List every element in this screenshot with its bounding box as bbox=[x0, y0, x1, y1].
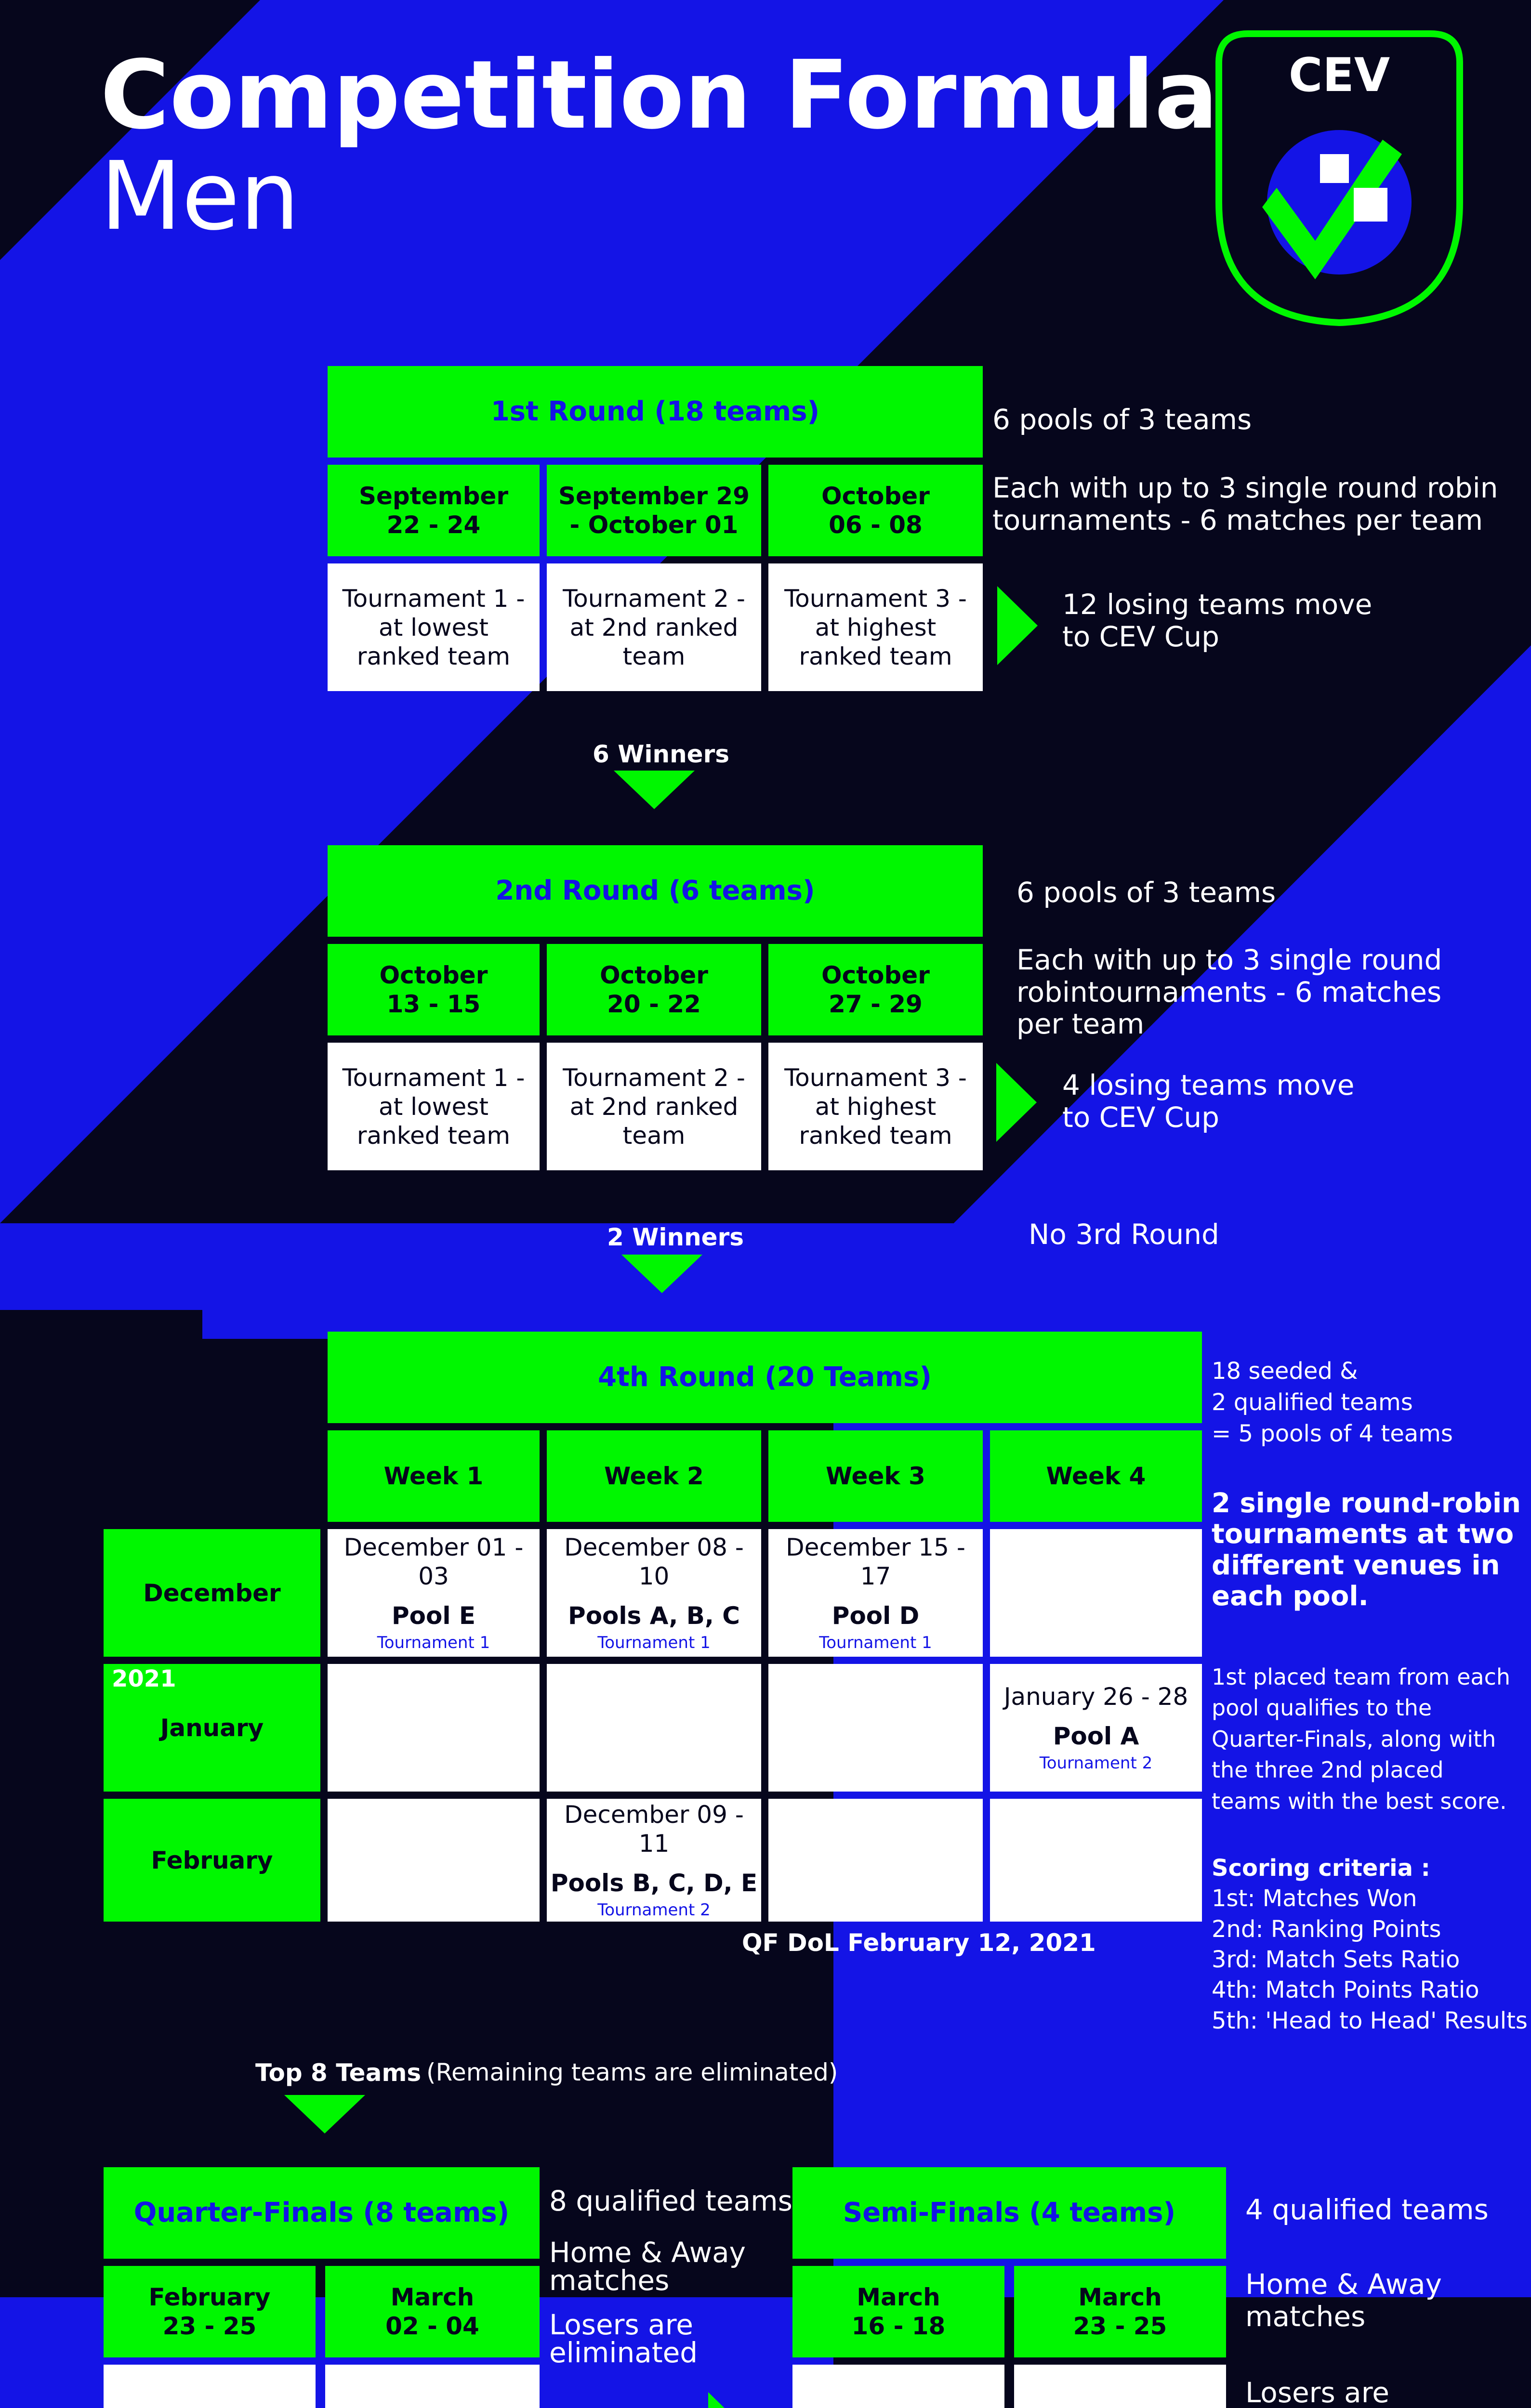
scoring-item: 1st: Matches Won bbox=[1212, 1885, 1417, 1912]
round4-cell-jan-week3 bbox=[768, 1664, 983, 1792]
round4-cell-dec-week4 bbox=[990, 1529, 1202, 1657]
round4-month-february: February bbox=[104, 1799, 320, 1922]
logo-brand-text: CEV bbox=[1288, 48, 1390, 102]
cell-date: December 08 - 10 bbox=[564, 1533, 744, 1591]
round1-date-3: October 06 - 08 bbox=[768, 465, 983, 556]
round4-cell-dec-week1 bbox=[328, 1529, 540, 1657]
round4-cell-dec-week3 bbox=[768, 1529, 983, 1657]
sf-note-qualified: 4 qualified teams bbox=[1245, 2193, 1489, 2226]
round4-cell-feb-week2 bbox=[547, 1799, 761, 1922]
top8-note: (Remaining teams are eliminated) bbox=[426, 2058, 838, 2086]
round2-down-arrow-icon bbox=[621, 1255, 702, 1293]
round1-note-losers: 12 losing teams move to CEV Cup bbox=[1062, 588, 1373, 653]
round4-note-format: 2 single round-robin tournaments at two different venues in each pool. bbox=[1212, 1488, 1521, 1612]
round4-cell-feb-week4 bbox=[990, 1799, 1202, 1922]
round2-tournament-2: Tournament 2 - at 2nd ranked team bbox=[547, 1043, 761, 1170]
round2-losers-arrow-icon bbox=[996, 1063, 1037, 1142]
sf-home-matches bbox=[792, 2365, 1004, 2408]
round4-note-qualify: 1st placed team from each pool qualifies to the Quarter-Finals, along with the three 2nd placed teams with the best score. bbox=[1212, 1664, 1511, 1814]
sf-note-format: Home & Away matches bbox=[1245, 2268, 1442, 2333]
round4-month-january: January bbox=[104, 1664, 320, 1792]
round4-month-december: December bbox=[104, 1529, 320, 1657]
cell-pool: Pool A bbox=[1053, 1722, 1139, 1751]
cell-date: December 15 - 17 bbox=[786, 1533, 965, 1591]
round4-week-4: Week 4 bbox=[990, 1430, 1202, 1522]
round2-note-format: Each with up to 3 single round robintournaments - 6 matches per team bbox=[1016, 943, 1442, 1041]
cell-tournament: Tournament 2 bbox=[597, 1900, 711, 1920]
no-third-round-note: No 3rd Round bbox=[1029, 1218, 1219, 1251]
qf-home-matches bbox=[104, 2365, 316, 2408]
round1-date-2: September 29 - October 01 bbox=[547, 465, 761, 556]
sf-away-matches bbox=[1014, 2365, 1226, 2408]
round2-note-pools: 6 pools of 3 teams bbox=[1016, 876, 1276, 909]
qf-away-matches bbox=[325, 2365, 540, 2408]
sf-note-losers: Losers are bbox=[1245, 2376, 1389, 2408]
round4-week-1: Week 1 bbox=[328, 1430, 540, 1522]
round1-title: 1st Round (18 teams) bbox=[328, 366, 983, 458]
round2-date-2: October 20 - 22 bbox=[547, 944, 761, 1035]
top8-down-arrow-icon bbox=[284, 2095, 365, 2133]
round4-cell-dec-week2 bbox=[547, 1529, 761, 1657]
round4-cell-jan-week1 bbox=[328, 1664, 540, 1792]
cell-tournament: Tournament 2 bbox=[1039, 1754, 1153, 1773]
round4-title: 4th Round (20 Teams) bbox=[328, 1332, 1202, 1423]
round2-winners-label: 2 Winners bbox=[607, 1223, 744, 1251]
round1-tournament-2: Tournament 2 - at 2nd ranked team bbox=[547, 563, 761, 691]
scoring-criteria bbox=[1212, 1853, 1528, 2036]
cell-tournament: Tournament 1 bbox=[377, 1633, 490, 1653]
qf-note-losers: Losers are eliminated bbox=[549, 2308, 698, 2369]
round1-note-pools: 6 pools of 3 teams bbox=[992, 403, 1252, 436]
round1-tournament-1: Tournament 1 - at lowest ranked team bbox=[328, 563, 540, 691]
round1-note-format: Each with up to 3 single round robin tournaments - 6 matches per team bbox=[992, 471, 1498, 537]
qf-note-qualified: 8 qualified teams bbox=[549, 2185, 792, 2217]
cev-logo bbox=[1209, 29, 1469, 327]
cell-pool: Pools B, C, D, E bbox=[550, 1869, 758, 1898]
round1-winners-label: 6 Winners bbox=[593, 740, 730, 768]
sf-title: Semi-Finals (4 teams) bbox=[792, 2167, 1226, 2259]
round4-cell-jan-week4 bbox=[990, 1664, 1202, 1792]
cell-tournament: Tournament 1 bbox=[597, 1633, 711, 1653]
top8-label: Top 8 Teams bbox=[255, 2059, 422, 2087]
round1-date-1: September 22 - 24 bbox=[328, 465, 540, 556]
round4-year-label: 2021 bbox=[112, 1665, 176, 1692]
qf-note-format: Home & Away matches bbox=[549, 2236, 746, 2297]
scoring-item: 3rd: Match Sets Ratio bbox=[1212, 1946, 1460, 1974]
sf-date-2: March 23 - 25 bbox=[1014, 2266, 1226, 2357]
page-subtitle: Men bbox=[100, 142, 300, 251]
round2-title: 2nd Round (6 teams) bbox=[328, 845, 983, 937]
scoring-item: 2nd: Ranking Points bbox=[1212, 1915, 1441, 1943]
round2-date-3: October 27 - 29 bbox=[768, 944, 983, 1035]
round2-note-losers: 4 losing teams move to CEV Cup bbox=[1062, 1069, 1355, 1134]
cell-date: January 26 - 28 bbox=[1003, 1683, 1188, 1711]
qf-date-2: March 02 - 04 bbox=[325, 2266, 540, 2357]
cell-date: December 01 - 03 bbox=[343, 1533, 524, 1591]
round2-tournament-1: Tournament 1 - at lowest ranked team bbox=[328, 1043, 540, 1170]
cell-pool: Pools A, B, C bbox=[568, 1602, 740, 1630]
round1-losers-arrow-icon bbox=[997, 586, 1038, 665]
round4-cell-feb-week3 bbox=[768, 1799, 983, 1922]
round4-cell-jan-week2 bbox=[547, 1664, 761, 1792]
cell-pool: Pool D bbox=[831, 1602, 920, 1630]
cell-date: December 09 - 11 bbox=[564, 1801, 744, 1858]
cell-pool: Pool E bbox=[391, 1602, 476, 1630]
round1-tournament-3: Tournament 3 - at highest ranked team bbox=[768, 563, 983, 691]
scoring-item: 4th: Match Points Ratio bbox=[1212, 1976, 1479, 2004]
qf-right-arrow-icon bbox=[708, 2392, 749, 2408]
round4-week-2: Week 2 bbox=[547, 1430, 761, 1522]
round2-date-1: October 13 - 15 bbox=[328, 944, 540, 1035]
qf-title: Quarter-Finals (8 teams) bbox=[104, 2167, 540, 2259]
round4-note-seeded: 18 seeded & 2 qualified teams = 5 pools of 4 teams bbox=[1212, 1358, 1453, 1447]
scoring-item: 5th: 'Head to Head' Results bbox=[1212, 2007, 1528, 2034]
scoring-criteria-title: Scoring criteria : bbox=[1212, 1855, 1430, 1882]
round2-tournament-3: Tournament 3 - at highest ranked team bbox=[768, 1043, 983, 1170]
cell-tournament: Tournament 1 bbox=[819, 1633, 932, 1653]
round4-week-3: Week 3 bbox=[768, 1430, 983, 1522]
sf-date-1: March 16 - 18 bbox=[792, 2266, 1004, 2357]
qf-date-1: February 23 - 25 bbox=[104, 2266, 316, 2357]
qf-dol-date: QF DoL February 12, 2021 bbox=[742, 1929, 1096, 1957]
page-title: Competition Formula bbox=[100, 40, 1218, 150]
round4-cell-feb-week1 bbox=[328, 1799, 540, 1922]
round1-down-arrow-icon bbox=[614, 771, 695, 809]
